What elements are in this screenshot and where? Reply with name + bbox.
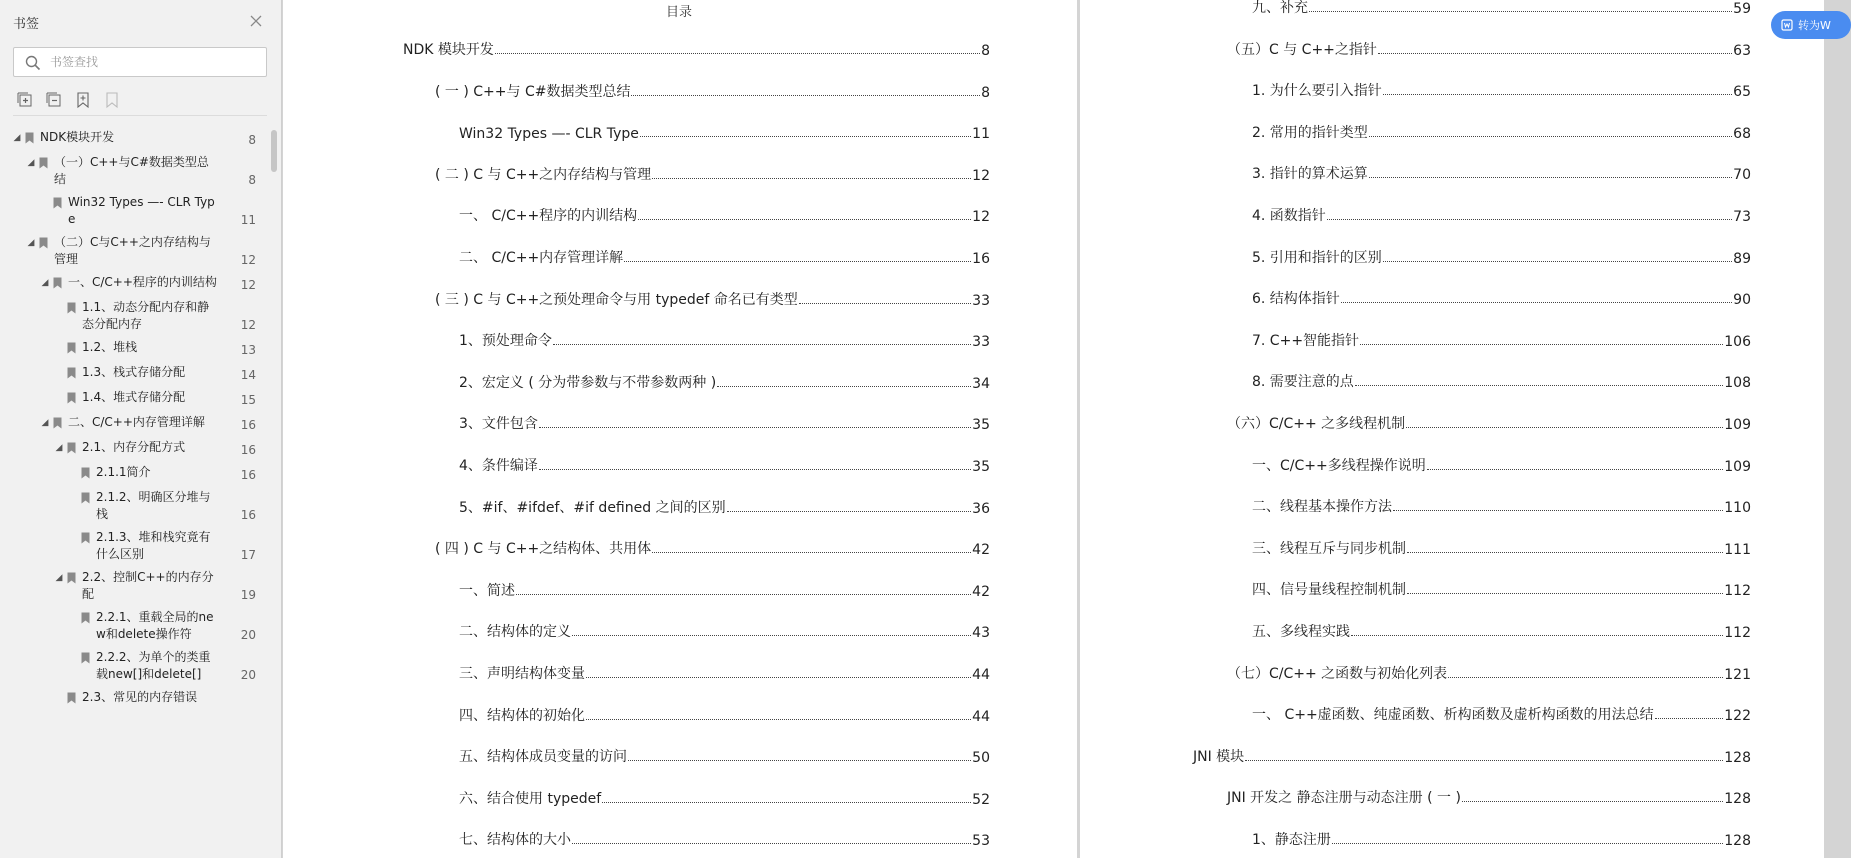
bookmark-item[interactable] (0, 191, 270, 231)
expand-triangle-icon[interactable]: ◢ (13, 133, 21, 143)
toc-entry-title: 2、宏定义 ( 分为带参数与不带参数两种 ) (459, 374, 717, 391)
bookmark-icon (78, 649, 92, 667)
toc-leader-dots (1383, 261, 1732, 262)
convert-to-word-button[interactable] (1771, 11, 1851, 39)
bookmark-item[interactable] (0, 151, 270, 191)
bookmark-item-page: 14 (240, 368, 256, 382)
close-icon[interactable] (249, 14, 263, 28)
bookmark-icon (78, 489, 92, 507)
bookmark-icon (50, 194, 64, 212)
expand-triangle-icon[interactable]: ◢ (41, 418, 49, 428)
toc-entry[interactable] (1252, 455, 1751, 475)
expand-all-icon (17, 92, 33, 108)
toc-entry-title: 六、结合使用 typedef (459, 790, 602, 807)
toc-entry-title: 1. 为什么要引入指针 (1252, 83, 1382, 100)
document-page-right (1080, 0, 1824, 858)
document-view (283, 0, 1824, 858)
toc-leader-dots (1462, 801, 1723, 802)
toc-entry[interactable] (435, 289, 990, 309)
bookmark-item-page: 13 (240, 343, 256, 357)
toc-entry[interactable] (459, 580, 990, 600)
toc-entry[interactable] (459, 330, 990, 350)
toc-entry[interactable] (1252, 371, 1751, 391)
toc-leader-dots (1369, 177, 1732, 178)
toc-entry[interactable] (1252, 496, 1751, 516)
toc-leader-dots (586, 719, 971, 720)
bookmark-item[interactable] (0, 461, 270, 486)
toc-entry-page: 112 (1724, 625, 1751, 641)
toc-entry[interactable] (1252, 122, 1751, 142)
document-page-left (283, 0, 1077, 858)
bookmark-item[interactable] (0, 486, 270, 526)
toc-leader-dots (602, 802, 971, 803)
toc-entry[interactable] (1252, 704, 1751, 724)
bookmark-item[interactable] (0, 526, 270, 566)
toc-entry-title: 三、线程互斥与同步机制 (1252, 540, 1406, 557)
toc-entry-page: 8 (981, 43, 990, 59)
bookmark-item-page: 12 (240, 318, 256, 332)
toc-leader-dots (1448, 677, 1723, 678)
toc-entry-title: 二、结构体的定义 (459, 624, 571, 641)
bookmark-item-label: （二）C与C++之内存结构与管理 (54, 235, 211, 266)
collapse-all-button[interactable] (44, 91, 63, 109)
toc-entry-page: 16 (972, 251, 990, 267)
bookmark-item[interactable] (0, 646, 270, 686)
toc-entry-page: 50 (972, 750, 990, 767)
toc-entry-page: 44 (972, 708, 990, 725)
convert-icon (1781, 19, 1793, 31)
bookmark-item[interactable] (0, 126, 270, 151)
toc-entry[interactable] (459, 413, 990, 433)
delete-bookmark-icon (104, 92, 120, 108)
toc-entry[interactable] (459, 663, 990, 683)
toc-entry-page: 108 (1724, 375, 1751, 392)
bookmark-item[interactable] (0, 686, 270, 711)
toc-leader-dots (799, 303, 971, 304)
bookmark-icon (64, 339, 78, 357)
toc-entry[interactable] (1227, 787, 1751, 807)
expand-triangle-icon[interactable]: ◢ (55, 573, 63, 583)
bookmark-item[interactable] (0, 296, 270, 336)
bookmark-item-label: 2.3、常见的内存错误 (82, 690, 198, 704)
page-header: 目录 (666, 5, 693, 20)
toc-entry-title: 七、结构体的大小 (459, 832, 571, 849)
bookmark-icon (64, 439, 78, 457)
toc-entry-title: 1、静态注册 (1252, 832, 1331, 848)
toc-entry-title: （六）C/C++ 之多线程机制 (1227, 416, 1406, 432)
bookmark-item-label: 2.1.2、明确区分堆与栈 (96, 490, 211, 521)
toc-entry-title: JNI 模块 (1193, 748, 1245, 765)
bookmark-item-label: 1.4、堆式存储分配 (82, 390, 186, 404)
bookmark-item-page: 16 (240, 443, 256, 457)
toc-entry[interactable] (435, 164, 990, 184)
toc-leader-dots (1369, 136, 1732, 137)
toc-entry-page: 109 (1724, 458, 1751, 475)
toc-entry-title: 6. 结构体指针 (1252, 291, 1340, 308)
toc-leader-dots (572, 843, 971, 844)
bookmark-item-page: 16 (240, 508, 256, 522)
toc-entry[interactable] (1252, 0, 1751, 17)
toc-entry-title: ( 三 ) C 与 C++之预处理命令与用 typedef 命名已有类型 (435, 291, 798, 308)
toc-entry-title: 五、多线程实践 (1252, 624, 1350, 640)
toc-leader-dots (1383, 94, 1732, 95)
bookmark-item-label: 2.2.1、重载全局的new和delete操作符 (96, 610, 214, 641)
expand-triangle-icon[interactable]: ◢ (27, 158, 35, 168)
bookmark-icon (64, 299, 78, 317)
bookmark-item-page: 16 (240, 468, 256, 482)
toc-entry-page: 111 (1724, 541, 1751, 558)
toc-entry-page: 44 (972, 667, 990, 683)
toc-entry-page: 52 (972, 791, 990, 808)
bookmark-icon (78, 609, 92, 627)
toc-entry-title: 一、 C++虚函数、纯虚函数、析构函数及虚析构函数的用法总结 (1252, 707, 1654, 724)
bookmark-icon (78, 464, 92, 482)
toc-entry-page: 122 (1724, 708, 1751, 725)
toc-entry-title: ( 一 ) C++与 C#数据类型总结 (435, 83, 631, 100)
expand-triangle-icon[interactable]: ◢ (41, 278, 49, 288)
toc-entry-title: Win32 Types —- CLR Type (459, 126, 639, 143)
toc-entry-page: 12 (972, 209, 990, 226)
toc-entry-title: 三、声明结构体变量 (459, 666, 585, 682)
toc-entry[interactable] (1227, 413, 1751, 433)
toc-entry[interactable] (459, 746, 990, 766)
toc-leader-dots (1427, 469, 1724, 470)
bookmark-item[interactable] (0, 336, 270, 361)
toc-entry-page: 8 (981, 84, 990, 101)
toc-entry-title: （七）C/C++ 之函数与初始化列表 (1227, 665, 1448, 682)
toc-leader-dots (652, 178, 971, 179)
toc-leader-dots (727, 511, 972, 512)
bookmark-item-page: 19 (240, 588, 256, 602)
toc-entry-title: 3. 指针的算术运算 (1252, 166, 1368, 183)
toc-entry[interactable] (1193, 746, 1751, 766)
toc-entry-page: 121 (1724, 666, 1751, 683)
toc-entry[interactable] (459, 829, 990, 849)
bookmark-item-label: NDK模块开发 (40, 130, 115, 144)
toc-entry-title: 一、简述 (459, 582, 515, 599)
bookmark-item-page: 20 (240, 668, 256, 682)
search-icon (25, 55, 41, 71)
toc-entry[interactable] (1227, 663, 1751, 683)
toc-entry-title: 一、 C/C++程序的内训结构 (459, 208, 638, 225)
bookmark-item-label: 2.1、内存分配方式 (82, 440, 186, 454)
toc-leader-dots (1245, 760, 1723, 761)
toc-entry-page: 12 (972, 167, 990, 184)
toc-leader-dots (631, 95, 980, 96)
toc-entry-title: 4. 函数指针 (1252, 208, 1326, 224)
bookmark-item[interactable] (0, 606, 270, 646)
toc-entry-title: 四、结构体的初始化 (459, 707, 585, 724)
toc-entry[interactable] (459, 372, 990, 392)
bookmark-item-page: 12 (240, 253, 256, 267)
toc-entry-page: 33 (972, 334, 990, 351)
toc-leader-dots (628, 760, 971, 761)
toc-entry-page: 42 (972, 583, 990, 600)
bookmark-item[interactable] (0, 566, 270, 606)
toc-entry-page: 110 (1724, 500, 1751, 517)
add-bookmark-icon (75, 92, 91, 108)
expand-all-button[interactable] (15, 91, 34, 109)
toc-leader-dots (586, 677, 971, 678)
toc-entry-page: 89 (1733, 250, 1751, 267)
bookmark-item-page: 8 (248, 173, 256, 187)
toc-entry-title: 一、C/C++多线程操作说明 (1252, 457, 1426, 474)
bookmark-item-label: 1.2、堆栈 (82, 340, 138, 354)
toc-entry-title: 五、结构体成员变量的访问 (459, 749, 627, 766)
toc-entry[interactable] (403, 39, 990, 59)
toc-entry[interactable] (459, 205, 990, 225)
toc-entry-page: 36 (972, 500, 990, 517)
bookmark-item[interactable] (0, 271, 270, 296)
toc-entry[interactable] (1252, 163, 1751, 183)
toc-leader-dots (539, 469, 971, 470)
bookmark-item-page: 8 (248, 133, 256, 147)
toc-leader-dots (1351, 635, 1723, 636)
bookmark-item-label: 一、C/C++程序的内训结构 (68, 275, 217, 289)
bookmark-item[interactable] (0, 386, 270, 411)
bookmark-item-label: 2.1.3、堆和栈究竟有什么区别 (96, 530, 211, 561)
bookmark-panel-divider (13, 115, 267, 116)
toc-entry-page: 33 (972, 292, 990, 309)
toc-leader-dots (652, 552, 971, 553)
bookmark-tree (0, 126, 270, 711)
toc-entry-page: 128 (1724, 833, 1751, 849)
bookmark-search-box[interactable] (13, 47, 267, 77)
toc-entry-page: 128 (1724, 791, 1751, 808)
toc-entry[interactable] (459, 247, 990, 267)
toc-entry[interactable] (1252, 205, 1751, 225)
toc-leader-dots (1655, 718, 1724, 719)
collapse-all-icon (46, 92, 62, 108)
bookmark-item-label: 2.1.1简介 (96, 465, 151, 479)
bookmark-item-label: （一）C++与C#数据类型总结 (54, 155, 209, 186)
bookmark-item[interactable] (0, 436, 270, 461)
toc-entry-page: 68 (1733, 125, 1751, 142)
bookmark-icon (64, 689, 78, 707)
toc-leader-dots (572, 635, 971, 636)
bookmark-item-page: 17 (240, 548, 256, 562)
toc-entry[interactable] (1252, 579, 1751, 599)
toc-entry-title: 7. C++智能指针 (1252, 332, 1360, 349)
add-bookmark-button[interactable] (73, 91, 92, 109)
toc-entry-page: 35 (972, 417, 990, 434)
toc-entry-title: 8. 需要注意的点 (1252, 374, 1354, 391)
convert-button-label: 转为W (1798, 19, 1831, 32)
toc-entry[interactable] (459, 621, 990, 641)
expand-triangle-icon[interactable]: ◢ (27, 238, 35, 248)
bookmark-item-label: Win32 Types —- CLR Type (68, 195, 215, 226)
bookmark-icon (50, 414, 64, 432)
toc-entry-title: 3、文件包含 (459, 416, 538, 433)
bookmark-item[interactable] (0, 231, 270, 271)
toc-leader-dots (495, 53, 980, 54)
toc-entry-title: JNI 开发之 静态注册与动态注册 ( 一 ) (1227, 790, 1461, 807)
bookmark-icon (36, 154, 50, 172)
bookmark-icon (64, 569, 78, 587)
bookmark-panel-header (0, 0, 281, 44)
toc-entry-title: 四、信号量线程控制机制 (1252, 582, 1406, 599)
toc-leader-dots (1378, 53, 1732, 54)
toc-entry[interactable] (1252, 330, 1751, 350)
toc-entry[interactable] (435, 538, 990, 558)
bookmark-item-label: 2.2、控制C++的内存分配 (82, 570, 214, 601)
bookmark-panel-title: 书签 (13, 17, 40, 32)
bookmark-icon (64, 364, 78, 382)
bookmark-panel (0, 0, 282, 858)
toc-entry[interactable] (459, 122, 990, 142)
toc-leader-dots (640, 136, 971, 137)
toc-leader-dots (1407, 593, 1723, 594)
toc-entry[interactable] (459, 788, 990, 808)
bookmark-item-page: 12 (240, 278, 256, 292)
toc-leader-dots (1407, 552, 1723, 553)
toc-leader-dots (1341, 302, 1732, 303)
toc-entry-page: 34 (972, 375, 990, 392)
toc-entry-title: 1、预处理命令 (459, 333, 552, 350)
toc-entry-page: 90 (1733, 292, 1751, 309)
bookmark-item-page: 16 (240, 418, 256, 432)
bookmark-icon (50, 274, 64, 292)
toc-entry-page: 59 (1733, 1, 1751, 17)
toc-leader-dots (1406, 427, 1723, 428)
toc-entry-title: ( 二 ) C 与 C++之内存结构与管理 (435, 166, 652, 183)
toc-leader-dots (1309, 11, 1732, 12)
toc-entry-page: 112 (1724, 583, 1751, 600)
toc-entry[interactable] (1252, 538, 1751, 558)
bookmark-icon (36, 234, 50, 252)
bookmark-item[interactable] (0, 411, 270, 436)
toc-leader-dots (553, 344, 971, 345)
toc-entry-title: 二、线程基本操作方法 (1252, 499, 1392, 516)
toc-entry-title: NDK 模块开发 (403, 42, 494, 58)
expand-triangle-icon[interactable]: ◢ (55, 443, 63, 453)
toc-leader-dots (1327, 219, 1732, 220)
delete-bookmark-button[interactable] (102, 91, 121, 109)
toc-leader-dots (638, 219, 971, 220)
toc-leader-dots (717, 386, 971, 387)
bookmark-scrollbar-thumb[interactable] (271, 130, 277, 172)
toc-leader-dots (624, 261, 971, 262)
bookmark-item-label: 2.2.2、为单个的类重载new[]和delete[] (96, 650, 211, 681)
toc-entry-page: 11 (972, 126, 990, 143)
toc-entry-title: 2. 常用的指针类型 (1252, 124, 1368, 141)
bookmark-icon (64, 389, 78, 407)
toc-entry-page: 63 (1733, 42, 1751, 59)
toc-entry-page: 70 (1733, 167, 1751, 184)
toc-entry-page: 35 (972, 459, 990, 475)
toc-leader-dots (1360, 344, 1723, 345)
toc-entry[interactable] (1252, 80, 1751, 100)
bookmark-item[interactable] (0, 361, 270, 386)
toc-entry[interactable] (1252, 621, 1751, 641)
bookmark-item-page: 15 (240, 393, 256, 407)
toc-entry-page: 73 (1733, 209, 1751, 225)
bookmark-item-page: 11 (240, 213, 256, 227)
bookmark-item-label: 二、C/C++内存管理详解 (68, 415, 205, 429)
bookmark-item-label: 1.1、动态分配内存和静态分配内存 (82, 300, 210, 331)
toc-entry-page: 128 (1724, 749, 1751, 766)
toc-leader-dots (516, 594, 971, 595)
bookmark-item-page: 20 (240, 628, 256, 642)
toc-entry-page: 42 (972, 542, 990, 559)
bookmark-search-input[interactable] (50, 53, 260, 71)
bookmark-icon (22, 129, 36, 147)
bookmark-icon (78, 529, 92, 547)
toc-entry-title: ( 四 ) C 与 C++之结构体、共用体 (435, 541, 652, 558)
toc-entry-title: 4、条件编译 (459, 458, 538, 474)
toc-entry-page: 109 (1724, 417, 1751, 433)
toc-entry[interactable] (1252, 247, 1751, 267)
bookmark-item-label: 1.3、栈式存储分配 (82, 365, 186, 379)
toc-entry-page: 53 (972, 833, 990, 850)
toc-entry-title: 5. 引用和指针的区别 (1252, 249, 1382, 266)
toc-entry[interactable] (459, 497, 990, 517)
toc-leader-dots (1393, 510, 1723, 511)
toc-entry-page: 106 (1724, 333, 1751, 350)
toc-entry[interactable] (1227, 39, 1751, 59)
toc-entry-title: 5、#if、#ifdef、#if defined 之间的区别 (459, 499, 726, 516)
toc-entry[interactable] (1252, 288, 1751, 308)
toc-entry-page: 65 (1733, 84, 1751, 101)
toc-entry-title: （五）C 与 C++之指针 (1227, 41, 1377, 58)
toc-entry-title: 九、补充 (1252, 0, 1308, 16)
toc-entry[interactable] (435, 81, 990, 101)
toc-entry[interactable] (1252, 829, 1751, 849)
toc-entry-page: 43 (972, 625, 990, 642)
toc-leader-dots (539, 427, 971, 428)
toc-leader-dots (1355, 385, 1723, 386)
toc-entry-title: 二、 C/C++内存管理详解 (459, 250, 624, 266)
bookmark-toolbar (15, 91, 121, 109)
toc-entry[interactable] (459, 705, 990, 725)
toc-leader-dots (1332, 843, 1723, 844)
toc-entry[interactable] (459, 455, 990, 475)
